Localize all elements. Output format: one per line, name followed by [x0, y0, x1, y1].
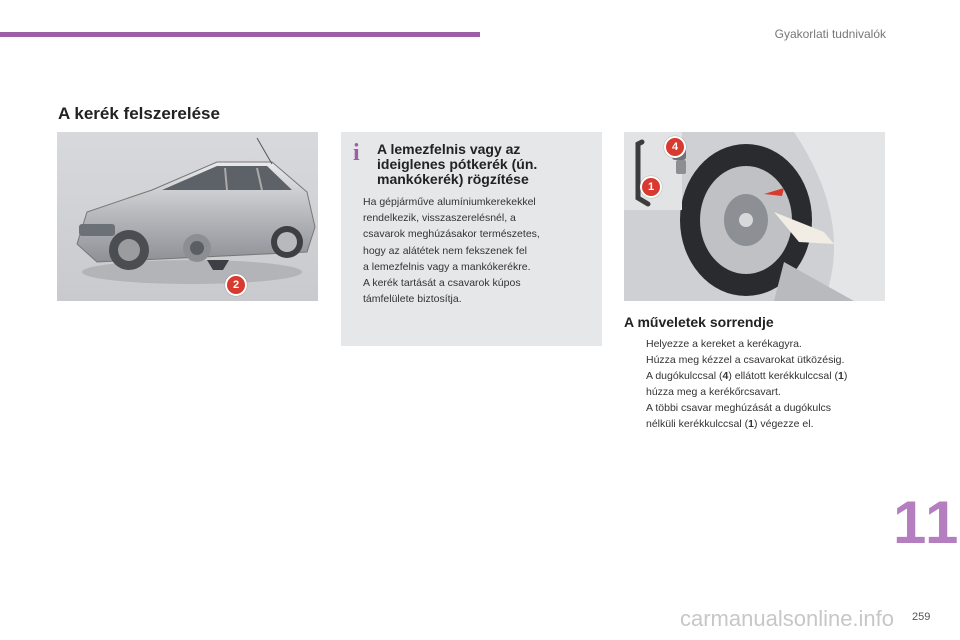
- header-accent-bar: [0, 32, 480, 37]
- callout-4: 4: [664, 136, 686, 158]
- page-title: A kerék felszerelése: [58, 104, 220, 123]
- info-line: támfelülete biztosítja.: [363, 293, 462, 306]
- info-line: hogy az alátétek nem fekszenek fel: [363, 244, 528, 257]
- list-item: [626, 336, 896, 352]
- info-icon: i: [353, 140, 360, 166]
- step-text: ) végezze el.: [753, 418, 814, 430]
- list-item: [626, 400, 896, 432]
- steps-list: [626, 336, 896, 432]
- step-text: Húzza meg kézzel a csavarokat ütközésig.: [646, 354, 845, 366]
- info-line: A kerék tartását a csavarok kúpos: [363, 277, 521, 290]
- step-text: nélküli kerékkulccsal (: [646, 418, 749, 430]
- step-text: ) ellátott kerékkulccsal (: [728, 370, 839, 382]
- callout-1: 1: [640, 176, 662, 198]
- car-drawing: [57, 132, 318, 301]
- callout-2: 2: [225, 274, 247, 296]
- info-line: a lemezfelnis vagy a mankókerékre.: [363, 260, 531, 273]
- info-line: csavarok meghúzásakor természetes,: [363, 228, 540, 241]
- info-box: [341, 132, 602, 346]
- car-illustration: [57, 132, 318, 301]
- info-body: [363, 194, 593, 307]
- watermark: carmanualsonline.info: [680, 606, 895, 631]
- step-ref: 1: [748, 418, 754, 430]
- step-text: Helyezze a kereket a kerékagyra.: [646, 338, 802, 350]
- wheel-illustration: [624, 132, 885, 301]
- chapter-number: 11: [893, 489, 960, 556]
- step-ref: 4: [722, 370, 729, 382]
- info-line: rendelkezik, visszaszerelésnél, a: [363, 212, 516, 225]
- list-item: [626, 352, 896, 368]
- step-text: húzza meg a kerékőrcsavart.: [646, 386, 781, 398]
- section-label: Gyakorlati tudnivalók: [774, 27, 886, 41]
- info-line: Ha gépjárműve alumíniumkerekekkel: [363, 196, 536, 208]
- list-item: [626, 368, 896, 400]
- info-title: A lemezfelnis vagy az ideiglenes pótkerék (ún. mankókerék) rögzítése: [377, 141, 538, 187]
- step-text: ): [843, 370, 848, 382]
- step-text: A dugókulccsal (: [646, 370, 723, 382]
- wheel-drawing: [624, 132, 885, 301]
- steps-title: A műveletek sorrendje: [624, 314, 774, 330]
- step-ref: 1: [838, 370, 844, 382]
- page-number: 259: [912, 611, 931, 623]
- step-text: A többi csavar meghúzását a dugókulcs: [646, 402, 832, 414]
